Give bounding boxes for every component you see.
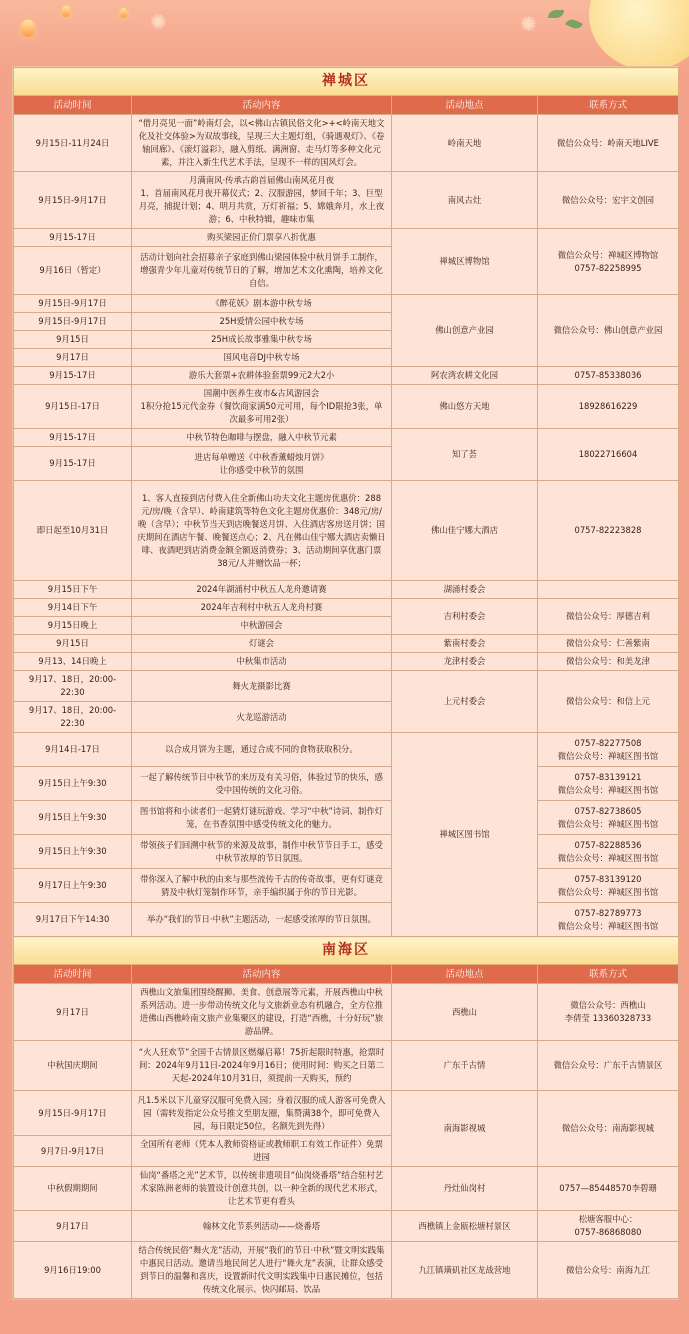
event-content: 中秋节特色咖啡与摆盘，融入中秋节元素	[132, 429, 392, 447]
table-row	[14, 984, 679, 1041]
event-contact	[538, 581, 679, 599]
event-time: 9月15-17日	[14, 447, 132, 481]
event-content: 2024年湖涌村中秋五人龙舟邀请赛	[132, 581, 392, 599]
firework-icon: ✺	[520, 12, 537, 36]
events-panel	[12, 66, 679, 1300]
event-content: 国潮中医养生夜市&古风游园会 1积分抢15元代金券（餐饮商家满50元可用，每个ID限抢3张，单次最多可用2张）	[132, 385, 392, 429]
event-content: 月满南风·传承古韵首届佛山南风花月夜 1、首届南风花月夜开幕仪式；2、汉服游园，梦回千年；3、巨型月亮，捕捉计划；4、明月共赏，万灯祈福；5、嫦娥奔月，水上夜游；6、中秋特辑，趣味市集	[132, 172, 392, 229]
event-time: 9月15日晚上	[14, 617, 132, 635]
event-time: 9月15日上午9:30	[14, 767, 132, 801]
event-time: 9月15日下午	[14, 581, 132, 599]
event-contact: 微信公众号：宏宇文创园	[538, 172, 679, 229]
event-contact: 微信公众号：西樵山 李倩莹 13360328733	[538, 984, 679, 1041]
event-time: 中秋假期期间	[14, 1167, 132, 1211]
event-content: 结合传统民俗“舞火龙”活动，开展“我们的节日·中秋”暨文明实践集中惠民日活动。邀请当地民间艺人进行“舞火龙”表演，让群众感受到节日的温馨和喜庆，设置新时代文明实践集中日惠民摊位，包括传统文化展示、快闪邮局、饮品	[132, 1242, 392, 1299]
event-time: 9月15日	[14, 331, 132, 349]
event-content: 25H爱情公园中秋专场	[132, 313, 392, 331]
event-time: 9月7日-9月17日	[14, 1136, 132, 1167]
event-content: 1、客人直接到店付费入住全新佛山功夫文化主题房优惠价：288元/房/晚（含早）、岭南建筑等特色文化主题房优惠价：348元/房/晚（含早）；中秋节当天到店晚餐送月饼、入住酒店客房送月饼；国庆期间在酒店午餐、晚餐送点心；2、凡在佛山佳宁娜大酒店卖懒日啡、夜酒吧到店消费金额全额返消费券；3、活动期间享优惠门票38元/人并赠饮品一杯；	[132, 481, 392, 581]
event-time: 9月15日-11月24日	[14, 115, 132, 172]
table-row	[14, 172, 679, 229]
event-contact: 微信公众号：仁善紫南	[538, 635, 679, 653]
event-contact: 0757-82789773 微信公众号：禅城区图书馆	[538, 903, 679, 937]
event-place: 吉利村委会	[392, 599, 538, 635]
event-content: 中秋集市活动	[132, 653, 392, 671]
event-content: 游乐大套票+农耕体验套票99元2大2小	[132, 367, 392, 385]
event-time: 9月17日	[14, 349, 132, 367]
column-header: 活动内容	[132, 96, 392, 115]
event-place: 紫南村委会	[392, 635, 538, 653]
event-time: 9月15日上午9:30	[14, 835, 132, 869]
table-row	[14, 481, 679, 581]
event-contact: 松塘客服中心： 0757-86868080	[538, 1211, 679, 1242]
event-place: 知了荟	[392, 429, 538, 481]
column-header: 活动时间	[14, 965, 132, 984]
event-time: 9月13、14日晚上	[14, 653, 132, 671]
event-contact: 0757-82277508 微信公众号：禅城区图书馆	[538, 733, 679, 767]
event-place: 南海影视城	[392, 1091, 538, 1167]
event-contact: 微信公众号：厚德吉利	[538, 599, 679, 635]
event-contact: 微信公众号：和美龙津	[538, 653, 679, 671]
table-row	[14, 801, 679, 835]
table-row	[14, 1167, 679, 1211]
event-content: 进店每单赠送《中秋香薰蜡烛月饼》 让你感受中秋节的氛围	[132, 447, 392, 481]
event-content: 带你深入了解中秋的由来与那些流传千古的传奇故事，更有灯谜竞猜及中秋灯笼制作环节，亲手编织属于你的节日光影。	[132, 869, 392, 903]
event-content: 《醉花妖》剧本游中秋专场	[132, 295, 392, 313]
firework-icon: ✺	[150, 10, 167, 34]
event-time: 9月14日-17日	[14, 733, 132, 767]
event-time: 9月15日上午9:30	[14, 801, 132, 835]
event-contact: 0757-83139120 微信公众号：禅城区图书馆	[538, 869, 679, 903]
event-content: 仙岗“番塔之光”艺术节，以传统非遗项目“仙岗烧番塔”结合驻村艺术家陈洲老师的装置设计创意共创，以一种全新的现代艺术形式，让艺术节更有看头	[132, 1167, 392, 1211]
event-place: 西樵山	[392, 984, 538, 1041]
table-row	[14, 1041, 679, 1091]
table-row	[14, 115, 679, 172]
event-content: 西樵山文旅集团围绕醒狮、美食、创意展等元素，开展西樵山中秋系列活动。进一步带动传统文化与文旅新业态有机融合，全方位推进佛山西樵岭南文旅产业集聚区的建设，打造“西樵，十分好玩”旅游品牌。	[132, 984, 392, 1041]
event-time: 9月15日-9月17日	[14, 295, 132, 313]
table-row	[14, 385, 679, 429]
event-content: 图书馆将和小读者们一起猜灯谜玩游戏、学习“中秋”诗词、制作灯笼，在书香氛围中感受传统文化的魅力。	[132, 801, 392, 835]
event-content: 活动计划向社会招募亲子家庭到佛山梁园体验中秋月饼手工制作，增强青少年儿童对传统节日的了解，增加艺术文化熏陶，培养文化自信。	[132, 247, 392, 295]
event-content: 灯谜会	[132, 635, 392, 653]
column-header: 活动内容	[132, 965, 392, 984]
event-content: 火龙巡游活动	[132, 702, 392, 733]
event-content: 2024年吉利村中秋五人龙舟村赛	[132, 599, 392, 617]
event-time: 9月16日（暂定）	[14, 247, 132, 295]
table-row	[14, 671, 679, 702]
table-row	[14, 903, 679, 937]
event-time: 9月17日	[14, 984, 132, 1041]
event-contact: 0757—85448570李碧珊	[538, 1167, 679, 1211]
event-time: 即日起至10月31日	[14, 481, 132, 581]
event-contact: 0757-85338036	[538, 367, 679, 385]
event-contact: 0757-82288536 微信公众号：禅城区图书馆	[538, 835, 679, 869]
event-time: 9月15日	[14, 635, 132, 653]
table-row	[14, 653, 679, 671]
event-contact: 微信公众号：佛山创意产业园	[538, 295, 679, 367]
column-header: 联系方式	[538, 96, 679, 115]
event-contact: 微信公众号：南海九江	[538, 1242, 679, 1299]
event-place: 佛山佳宁娜大酒店	[392, 481, 538, 581]
event-contact: 0757-82738605 微信公众号：禅城区图书馆	[538, 801, 679, 835]
section-title: 禅城区	[14, 68, 679, 96]
event-time: 9月15日-9月17日	[14, 1091, 132, 1136]
events-table	[13, 67, 679, 1299]
event-place: 西樵镇上金瓯松塘村景区	[392, 1211, 538, 1242]
event-contact: 微信公众号：岭南天地LIVE	[538, 115, 679, 172]
event-content: 一起了解传统节日中秋节的来历及有关习俗，体验过节的快乐，感受中国传统的文化习俗。	[132, 767, 392, 801]
lantern-icon	[62, 6, 70, 17]
table-row	[14, 429, 679, 447]
event-time: 9月16日19:00	[14, 1242, 132, 1299]
event-content: 25H成长故事雅集中秋专场	[132, 331, 392, 349]
event-contact: 微信公众号：和信上元	[538, 671, 679, 733]
event-place: 佛山创意产业园	[392, 295, 538, 367]
event-place: 上元村委会	[392, 671, 538, 733]
table-row	[14, 1211, 679, 1242]
event-contact: 微信公众号：广东千古情景区	[538, 1041, 679, 1091]
event-content: 凡1.5米以下儿童穿汉服可免费入园；身着汉服的成人游客可免费入园（需转发指定公众号推文至朋友圈，集赞满38个，即可免费入园，每日限定50位，名额先到先得）	[132, 1091, 392, 1136]
event-contact: 0757-82223828	[538, 481, 679, 581]
table-row	[14, 1091, 679, 1136]
event-contact: 0757-83139121 微信公众号：禅城区图书馆	[538, 767, 679, 801]
table-row	[14, 367, 679, 385]
table-row	[14, 869, 679, 903]
column-header: 活动地点	[392, 96, 538, 115]
lantern-icon	[120, 8, 127, 18]
table-row	[14, 581, 679, 599]
event-place: 岭南天地	[392, 115, 538, 172]
event-time: 9月17日下午14:30	[14, 903, 132, 937]
event-content: 翰林文化节系列活动——烧番塔	[132, 1211, 392, 1242]
event-place: 湖涌村委会	[392, 581, 538, 599]
lantern-icon	[22, 20, 34, 37]
event-place: 龙津村委会	[392, 653, 538, 671]
table-row	[14, 599, 679, 617]
event-place: 丹灶仙岗村	[392, 1167, 538, 1211]
column-header: 活动地点	[392, 965, 538, 984]
event-content: 中秋游园会	[132, 617, 392, 635]
event-content: 舞火龙摄影比赛	[132, 671, 392, 702]
table-row	[14, 295, 679, 313]
event-content: 举办“我们的节日·中秋”主题活动，一起感受浓厚的节日氛围。	[132, 903, 392, 937]
event-time: 9月14日下午	[14, 599, 132, 617]
table-row	[14, 835, 679, 869]
event-time: 中秋国庆期间	[14, 1041, 132, 1091]
event-time: 9月15-17日	[14, 229, 132, 247]
event-content: “借月亮见一面”岭南灯会，以<佛山古镇民俗文化>+<岭南天地文化及社交体验>为双故事线，呈现三大主题灯组，《骑遇观灯》、《卷轴回廊》、《滚灯溢彩》，融入剪纸、满洲窗、走马灯等多种文化元素，并注入新生代艺术手法，呈现不一样的国风灯会。	[132, 115, 392, 172]
event-time: 9月15日-17日	[14, 385, 132, 429]
event-time: 9月15-17日	[14, 367, 132, 385]
event-time: 9月17、18日，20:00-22:30	[14, 671, 132, 702]
event-place: 阿农湾农耕文化园	[392, 367, 538, 385]
table-row	[14, 635, 679, 653]
table-row	[14, 1242, 679, 1299]
column-header: 联系方式	[538, 965, 679, 984]
event-place: 禅城区博物馆	[392, 229, 538, 295]
event-contact: 微信公众号：南海影视城	[538, 1091, 679, 1167]
event-time: 9月15日-9月17日	[14, 313, 132, 331]
column-header: 活动时间	[14, 96, 132, 115]
table-row	[14, 229, 679, 247]
event-contact: 微信公众号：禅城区博物馆 0757-82258995	[538, 229, 679, 295]
event-contact: 18022716604	[538, 429, 679, 481]
event-content: 以合成月饼为主题，通过合成不同的食物获取积分。	[132, 733, 392, 767]
event-time: 9月17日上午9:30	[14, 869, 132, 903]
event-place: 佛山悠方天地	[392, 385, 538, 429]
event-content: 带领孩子们回溯中秋节的来源及故事，制作中秋节节日手工，感受中秋节浓厚的节日氛围。	[132, 835, 392, 869]
event-place: 南风古灶	[392, 172, 538, 229]
event-content: “火人狂欢节”全国千古情景区燃爆启幕！75折起限时特惠，抢票时间：2024年9月11日-2024年9月16日；使用时间：购买之日第二天起-2024年10月31日，须提前一天购买，预约	[132, 1041, 392, 1091]
event-time: 9月17日	[14, 1211, 132, 1242]
section-title: 南海区	[14, 937, 679, 965]
event-content: 购买梁园正价门票享八折优惠	[132, 229, 392, 247]
event-place: 广东千古情	[392, 1041, 538, 1091]
event-content: 全国所有老师（凭本人教师资格证或教师职工有效工作证件）免票进园	[132, 1136, 392, 1167]
event-time: 9月15-17日	[14, 429, 132, 447]
table-row	[14, 733, 679, 767]
event-contact: 18928616229	[538, 385, 679, 429]
event-place: 禅城区图书馆	[392, 733, 538, 937]
header-decoration	[0, 0, 689, 70]
event-time: 9月17、18日，20:00-22:30	[14, 702, 132, 733]
event-content: 国风电音DJ中秋专场	[132, 349, 392, 367]
event-place: 九江镇璜矶社区龙战营地	[392, 1242, 538, 1299]
table-row	[14, 767, 679, 801]
event-time: 9月15日-9月17日	[14, 172, 132, 229]
